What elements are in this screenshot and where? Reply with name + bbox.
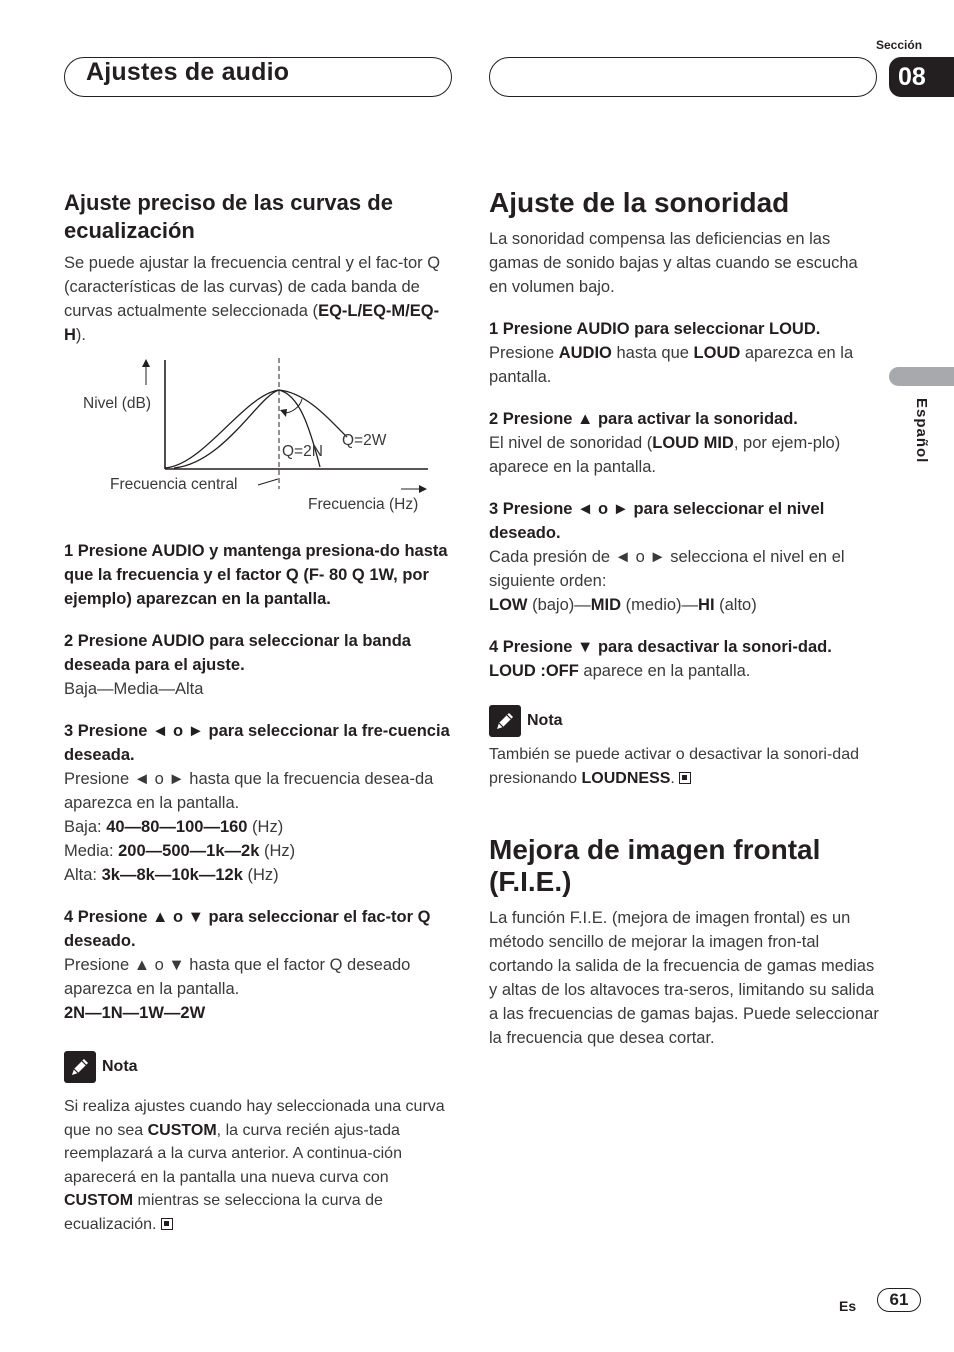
eq-note-body: Si realiza ajustes cuando hay seleccionada una curva que no sea CUSTOM, la curva recién ajus-tada reemplazará a la curva anterior. A continua-ción aparecerá en la pantalla una nueva curva con CUSTOM mientras se selecciona la curva de ecualización. xyxy=(64,1098,445,1233)
eq-baja-values: Baja: 40—80—100—160 (Hz) xyxy=(64,818,284,836)
section-heading-loudness: Ajuste de la sonoridad xyxy=(489,187,790,218)
section-label: Sección xyxy=(876,38,923,52)
diagram-q2n-label: Q=2N xyxy=(282,443,323,460)
section-heading-fie: Mejora de imagen frontal (F.I.E.) xyxy=(489,834,821,897)
page-title: Ajustes de audio xyxy=(86,58,290,86)
diagram-xlabel: Frecuencia (Hz) xyxy=(308,496,419,513)
loud-note-body: También se puede activar o desactivar la sonori-dad presionando LOUDNESS. xyxy=(489,746,859,787)
language-label: Español xyxy=(913,398,930,464)
eq-step-3: 3 Presione ◄ o ► para seleccionar la fre-cuencia deseada. xyxy=(64,722,450,764)
eq-step-4: 4 Presione ▲ o ▼ para seleccionar el fac-tor Q deseado. xyxy=(64,908,431,950)
loud-step-3-body: Cada presión de ◄ o ► selecciona el nivel en el siguiente orden: xyxy=(489,548,845,590)
eq-step-4-values: 2N—1N—1W—2W xyxy=(64,1004,206,1022)
diagram-center-label: Frecuencia central xyxy=(110,476,238,493)
loud-step-4: 4 Presione ▼ para desactivar la sonori-dad. xyxy=(489,638,832,656)
eq-alta-values: Alta: 3k—8k—10k—12k (Hz) xyxy=(64,866,279,884)
page-number: 61 xyxy=(877,1288,921,1312)
loud-step-4-body: LOUD :OFF aparece en la pantalla. xyxy=(489,662,751,680)
loudness-intro: La sonoridad compensa las deficiencias en las gamas de sonido bajas y altas cuando se escucha en volumen bajo. xyxy=(489,230,858,296)
language-tab-bar xyxy=(889,367,954,386)
pencil-note-icon xyxy=(489,705,521,737)
eq-intro: Se puede ajustar la frecuencia central y el fac-tor Q (características de las curvas) de cada banda de curvas actualmente seleccionada (EQ-L/EQ-M/EQ-H). xyxy=(64,254,441,344)
end-mark-icon xyxy=(161,1218,173,1230)
loud-step-2-body: El nivel de sonoridad (LOUD MID, por ejem-plo) aparece en la pantalla. xyxy=(489,434,841,476)
eq-note-title: Nota xyxy=(102,1058,138,1075)
section-number-badge: 08 xyxy=(889,57,954,97)
header-blank-frame xyxy=(489,57,877,97)
diagram-ylabel: Nivel (dB) xyxy=(83,395,152,412)
eq-step-1: 1 Presione AUDIO y mantenga presiona-do hasta que la frecuencia y el factor Q (F- 80 Q 1W, por ejemplo) aparezcan en la pantalla. xyxy=(64,542,448,608)
loud-step-3: 3 Presione ◄ o ► para seleccionar el nivel deseado. xyxy=(489,500,825,542)
loud-step-2: 2 Presione ▲ para activar la sonoridad. xyxy=(489,410,798,428)
end-mark-icon xyxy=(679,772,691,784)
x-axis-arrow-icon xyxy=(419,485,427,493)
eq-curve-diagram xyxy=(64,355,452,525)
footer-language: Es xyxy=(839,1298,857,1314)
fie-body: La función F.I.E. (mejora de imagen frontal) es un método sencillo de mejorar la imagen fron-tal cortando la salida de la frecuencia de gamas medias y altas de los altavoces tra-seros, limitando su salida a las frecuencias de gamas bajas. Puede seleccionar la frecuencia que desea cortar. xyxy=(489,909,879,1047)
loud-levels: LOW (bajo)—MID (medio)—HI (alto) xyxy=(489,596,757,614)
diagram-q2w-label: Q=2W xyxy=(342,432,387,449)
eq-media-values: Media: 200—500—1k—2k (Hz) xyxy=(64,842,296,860)
q-arc-arrow-icon xyxy=(280,409,287,417)
eq-note-header xyxy=(64,1051,454,1083)
loud-note-header xyxy=(489,705,879,737)
section-heading-eq: Ajuste preciso de las curvas de ecualización xyxy=(64,190,393,243)
left-column xyxy=(64,189,452,347)
y-axis-arrow-icon xyxy=(142,359,150,367)
eq-step-2: 2 Presione AUDIO para seleccionar la banda deseada para el ajuste. xyxy=(64,632,411,674)
eq-step-3-body: Presione ◄ o ► hasta que la frecuencia desea-da aparezca en la pantalla. xyxy=(64,770,434,812)
pencil-note-icon xyxy=(64,1051,96,1083)
loud-step-1-body: Presione AUDIO hasta que LOUD aparezca en la pantalla. xyxy=(489,344,854,386)
right-column xyxy=(489,187,879,1050)
eq-step-2-body: Baja—Media—Alta xyxy=(64,680,204,698)
left-steps xyxy=(64,539,454,1236)
eq-step-4-body: Presione ▲ o ▼ hasta que el factor Q deseado aparezca en la pantalla. xyxy=(64,956,411,998)
loud-step-1: 1 Presione AUDIO para seleccionar LOUD. xyxy=(489,320,821,338)
loud-note-title: Nota xyxy=(527,712,563,729)
